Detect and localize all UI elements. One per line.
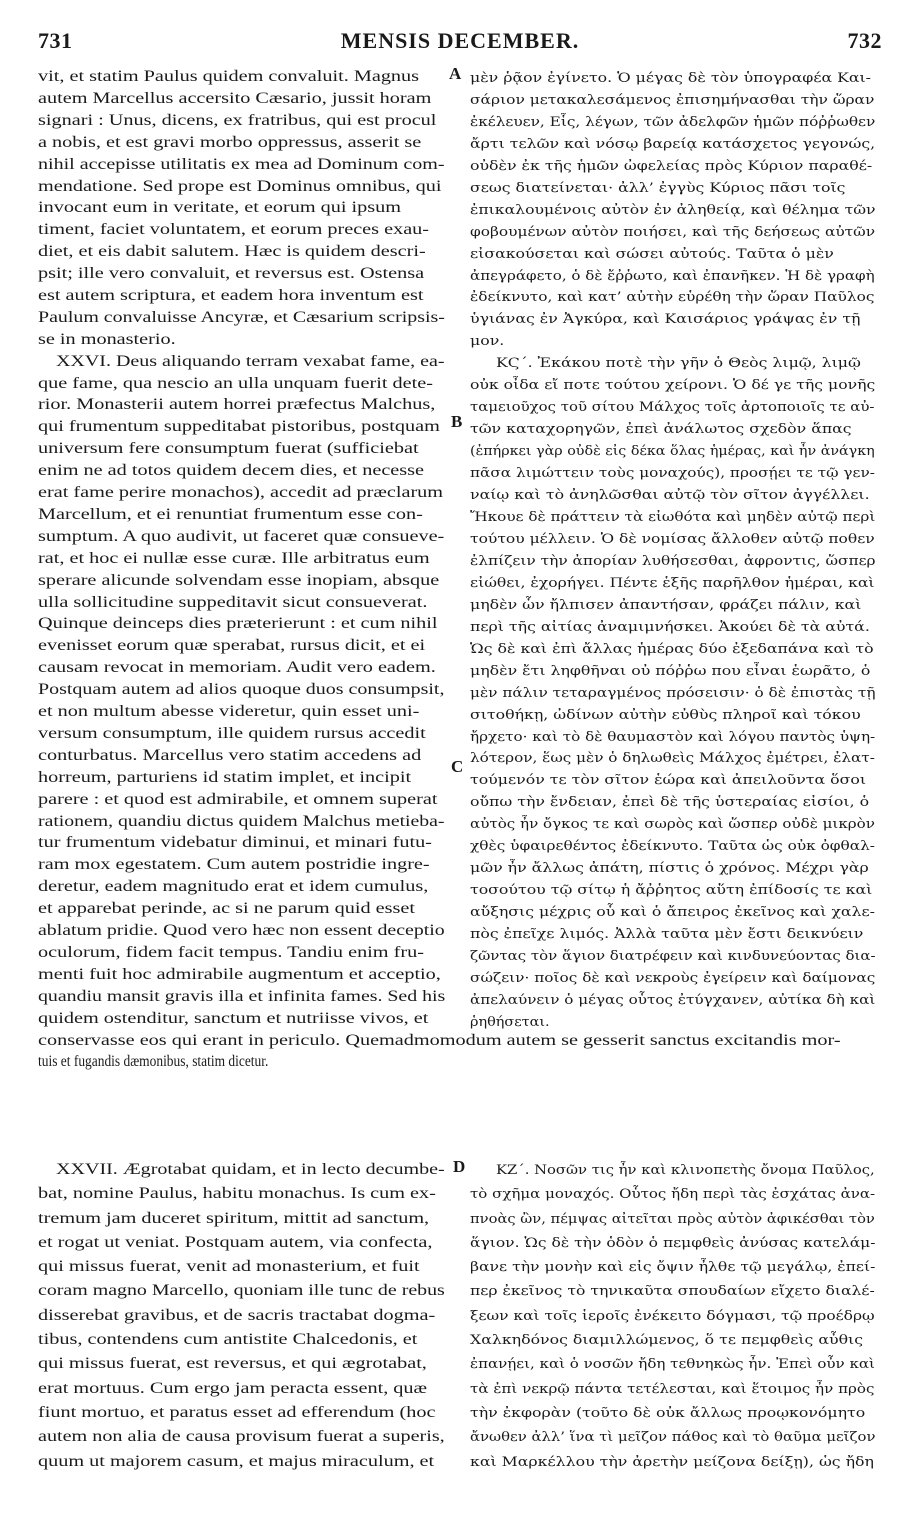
- latin-line: horreum, parturiens id statim implet, et incipit: [38, 768, 412, 786]
- latin-line: bat, nomine Paulus, habitu monachus. Is cum ex-: [38, 1184, 436, 1202]
- latin-line: est autem scriptura, et eadem hora inventum est: [38, 286, 424, 304]
- greek-line: ΚΖ΄. Νοσῶν τις ἦν καὶ κλινοπετὴς ὄνομα Παῦλος,: [496, 1162, 875, 1177]
- latin-line: quidem ostenditur, sanctum et nutriisse vivos, et: [38, 1009, 429, 1027]
- greek-line: σεως διατείνεται· ἀλλ’ ἐγγὺς Κύριος πᾶσι τοῖς: [470, 180, 846, 195]
- greek-line: ξεων καὶ τοῖς ἱεροῖς ἐνέκειτο δόγμασι, τῷ προέδρῳ: [470, 1308, 875, 1323]
- greek-line: τῶν καταχορηγῶν, ἐπεὶ ἀνάλωτος σχεδὸν ἅπας: [470, 421, 852, 436]
- greek-line: λότερον, ἕως μὲν ὁ δηλωθεὶς Μάλχος ἐμέτρει, ἐλατ-: [470, 750, 875, 765]
- latin-line: timent, faciet voluntatem, et eorum preces exau-: [38, 220, 430, 238]
- latin-line: Postquam autem ad alios quoque duos consumpsit,: [38, 680, 445, 698]
- section-marker-c: C: [451, 757, 464, 776]
- greek-line: μὲν ῥᾷον ἐγίνετο. Ὁ μέγας δὲ τὸν ὑπογραφέα Και-: [470, 70, 871, 85]
- greek-line: τὴν ἐκφορὰν (τοῦτο δὲ οὐκ ἄλλως προῳκονόμητο: [470, 1405, 866, 1420]
- greek-line: ἄνωθεν ἀλλ’ ἵνα τὶ μεῖζον πάθος καὶ τὸ θαῦμα μεῖζον: [470, 1429, 876, 1444]
- latin-line: fiunt mortuo, et paratus esset ad efferendum (hoc: [38, 1403, 436, 1421]
- latin-line: tremum jam duceret spiritum, mittit ad sanctum,: [38, 1209, 430, 1227]
- greek-line: ἐκέλευεν, Εἷς, λέγων, τῶν ἀδελφῶν ἡμῶν πόῤῥωθεν: [470, 114, 876, 129]
- greek-line: μῶν ἦν ἄλλως ἀπάτη, πίστις ὁ χρόνος. Μέχρι γὰρ: [470, 860, 869, 875]
- latin-line: coram magno Marcello, quoniam ille tunc de rebus: [38, 1281, 445, 1299]
- greek-line: σιτοθήκῃ, ὠδίνων αὐτὴν εὐθὺς πληροῖ καὶ τόκου: [470, 707, 861, 722]
- greek-line: μηδὲν ἔτι ληφθῆναι οὐ πόῤῥω που εἶναι ἑωρᾶτο, ὁ: [470, 663, 871, 678]
- greek-line: ΚϚ΄. Ἐκάκου ποτὲ τὴν γῆν ὁ Θεὸς λιμῷ, λιμῷ: [496, 355, 861, 370]
- latin-line: erat mortuus. Cum ergo jam peracta essent, quæ: [38, 1379, 428, 1397]
- greek-line: Χαλκηδόνος διαμιλλώμενος, ὅ τε πεμφθεὶς αὖθις: [470, 1332, 864, 1347]
- greek-line: ναίῳ καὶ τὸ ἀνηλῶσθαι αὐτῷ τὸν σῖτον ἀγγέλλει.: [470, 487, 870, 502]
- greek-line: αὔξησις μέχρις οὗ καὶ ὁ ἄπειρος ἐκεῖνος καὶ χαλε-: [470, 904, 876, 919]
- greek-line: σώζειν· ποῖος δὲ καὶ νεκροὺς ἐγείρειν καὶ δαίμονας: [470, 970, 876, 985]
- greek-line: ἐπανῄει, καὶ ὁ νοσῶν ἤδη τεθνηκὼς ἦν. Ἐπεὶ οὖν καὶ: [470, 1356, 875, 1371]
- latin-line: quum ut majorem casum, et majus miraculum, et: [38, 1452, 435, 1470]
- latin-line: et non multum abesse videretur, quin esset uni-: [38, 702, 420, 720]
- greek-line: πᾶσα λιμώττειν τοὺς μοναχούς), προσῄει τε τῷ γεν-: [470, 465, 875, 480]
- greek-line: ἐπικαλουμένοις αὐτὸν ἐν ἀληθείᾳ, καὶ θέλημα τῶν: [470, 202, 876, 217]
- latin-line: parere : et quod est admirabile, et omnem superat: [38, 790, 438, 808]
- page-number-left: 731: [38, 28, 73, 53]
- latin-line: tuis et fugandis dæmonibus, statim dicetur.: [38, 1052, 269, 1070]
- greek-line: Ὡς δὲ καὶ ἐπὶ ἄλλας ἡμέρας δύο ἐξεδαπάνα καὶ τὸ: [470, 641, 874, 656]
- latin-line: rationem, quandiu dictus quidem Malchus metieba-: [38, 812, 445, 830]
- latin-line: ablatum pridie. Quod vero hæc non essent deceptio: [38, 921, 445, 939]
- running-title: MENSIS DECEMBER.: [340, 28, 580, 53]
- latin-line: invocant eum in veritate, et eorum qui ipsum: [38, 198, 402, 216]
- greek-line: πνοὰς ὢν, πέμψας αἰτεῖται πρὸς αὐτὸν ἀφικέσθαι τὸν: [470, 1211, 875, 1226]
- greek-line: μὲν πάλιν τεταραγμένος πρόσεισιν· ὁ δὲ ἐπιστὰς τῇ: [470, 685, 876, 700]
- greek-line: τούμενόν τε τὸν σῖτον ἑώρα καὶ ἀπειλοῦντα ὅσοι: [470, 772, 867, 787]
- greek-line: οὔπω τὴν ἔνδειαν, ἐπεὶ δὲ τῆς ὑστεραίας εἰσίοι, ὁ: [470, 794, 870, 809]
- greek-line: τούτου μέλλειν. Ὁ δὲ νομίσας ἄλλοθεν αὐτῷ ποθεν: [470, 531, 875, 546]
- latin-line: rat, et hoc ei nullæ esse curæ. Ille arbitratus eum: [38, 549, 430, 567]
- latin-line: ulla sollicitudine suppeditavit sicut consueverat.: [38, 593, 428, 611]
- latin-line: conturbatus. Marcellus vero statim accedens ad: [38, 746, 422, 764]
- latin-line: rior. Monasterii autem horrei præfectus Malchus,: [38, 395, 436, 413]
- section-marker-a: A: [449, 64, 462, 83]
- page-number-right: 732: [847, 28, 882, 53]
- latin-line: et apparebat perinde, ac si ne parum quid esset: [38, 899, 416, 917]
- latin-line: a nobis, et est gravi morbo oppressus, asserit se: [38, 133, 422, 151]
- greek-line: τοσούτου τῷ σίτῳ ἡ ἄῤῥητος αὕτη ἐπίδοσίς τε καὶ: [470, 882, 873, 897]
- greek-line: ταμειοῦχος τοῦ σίτου Μάλχος τοῖς ἀρτοποιοῖς τε αὐ-: [470, 399, 875, 414]
- section-marker-d: D: [453, 1157, 466, 1176]
- greek-line: χθὲς ὑφαιρεθέντος ἐδείκνυτο. Ταῦτα ὡς οὐκ ὀφθαλ-: [470, 838, 875, 853]
- latin-line: oculorum, fidem facit tempus. Tandiu enim fru-: [38, 943, 424, 961]
- latin-line: psit; ille vero convaluit, et reversus est. Ostensa: [38, 264, 425, 282]
- greek-line: τὸ σχῆμα μοναχός. Οὗτος ἤδη περὶ τὰς ἐσχάτας ἀνα-: [470, 1186, 876, 1201]
- latin-line: disserebat gravibus, et de sacris tractabat dogma-: [38, 1306, 436, 1324]
- latin-line: qui frumentum suppeditabat pistoribus, postquam: [38, 417, 440, 435]
- latin-line: que fame, qua nescio an ulla unquam fuerit dete-: [38, 374, 433, 392]
- latin-line: universum fere consumptum fuerat (sufficiebat: [38, 439, 419, 457]
- greek-line: φοβουμένων αὐτὸν ποιήσει, καὶ τῆς δεήσεως αὐτῶν: [470, 224, 876, 239]
- latin-line: XXVII. Ægrotabat quidam, et in lecto decumbe-: [56, 1160, 445, 1178]
- latin-line: tibus, contendens cum antistite Chalcedonis, et: [38, 1330, 418, 1348]
- greek-line: μηδὲν ὧν ἤλπισεν ἀπαντήσαν, φράζει πάλιν, καὶ: [470, 597, 862, 612]
- latin-line: erat fame perire monachos), accedit ad præclarum: [38, 483, 444, 501]
- greek-line: εἰσακούσεται καὶ σώσει αὐτούς. Ταῦτα ὁ μὲν: [470, 246, 834, 261]
- greek-line: ἤρχετο· καὶ τὸ δὲ θαυμαστὸν καὶ λόγου παντὸς ὑψη-: [470, 729, 876, 744]
- latin-line: se in monasterio.: [38, 330, 176, 348]
- greek-line: ἅγιον. Ὡς δὲ τὴν ὁδὸν ὁ πεμφθεὶς ἀνύσας κατελάμ-: [470, 1235, 876, 1250]
- greek-line: ἐδείκνυτο, καὶ κατ’ αὐτὴν εὑρέθη τὴν ὥραν Παῦλος: [470, 289, 875, 304]
- latin-line: qui missus fuerat, est reversus, et qui ægrotabat,: [38, 1354, 427, 1372]
- greek-line: ζῶντας τὸν ἅγιον διατρέφειν καὶ κινδυνεύοντας δια-: [470, 948, 876, 963]
- latin-line: autem Marcellus accersito Cæsario, jussit horam: [38, 89, 432, 107]
- greek-line: ἀπελαύνειν ὁ μέγας οὗτος ἐτύγχανεν, αὐτίκα δὴ καὶ: [470, 992, 876, 1007]
- greek-line: (ἐπήρκει γὰρ οὐδὲ εἰς δέκα ὅλας ἡμέρας, καὶ ἦν ἀνάγκη: [470, 443, 875, 458]
- latin-line: signari : Unus, dicens, ex fratribus, qui est procul: [38, 111, 437, 129]
- latin-line: versum consumptum, ille quidem rursus accedit: [38, 724, 426, 742]
- greek-line: οὐδὲν ἐκ τῆς ἡμῶν ὠφελείας πρὸς Κύριον παραθέ-: [470, 158, 873, 173]
- latin-line: sumptum. A quo audivit, ut faceret quæ consueve-: [38, 527, 445, 545]
- greek-line: ῥηθήσεται.: [470, 1014, 550, 1029]
- greek-line: Ἤκουε δὲ πράττειν τὰ εἰωθότα καὶ μηδὲν αὐτῷ περὶ: [470, 509, 876, 524]
- greek-line: ἄρτι τελῶν καὶ νόσῳ βαρείᾳ κατάσχετος γεγονώς,: [470, 136, 876, 151]
- latin-line: Marcellum, et ei renuntiat frumentum esse con-: [38, 505, 423, 523]
- latin-line: diet, et eis dabit salutem. Hæc is quidem descri-: [38, 242, 426, 260]
- latin-line: sperare alicunde solvendam esse inopiam, absque: [38, 571, 440, 589]
- greek-line: βανε τὴν μονὴν καὶ εἰς ὄψιν ἦλθε τῷ μεγάλῳ, ἐπεί-: [470, 1259, 876, 1274]
- greek-line: ὑγιάνας ἐν Ἀγκύρα, καὶ Καισάριος γράψας ἐν τῇ: [470, 311, 861, 326]
- latin-line: nihil accepisse utilitatis ex mea ad Dominum com-: [38, 155, 445, 173]
- greek-line: μον.: [470, 333, 505, 348]
- latin-line: mendatione. Sed prope est Dominus omnibus, qui: [38, 177, 442, 195]
- latin-line: Paulum convaluisse Ancyræ, et Cæsarium scripsis-: [38, 308, 445, 326]
- latin-line: causam revocat in memoriam. Audit vero eadem.: [38, 658, 436, 676]
- latin-line: tur frumentum videbatur diminui, et minari futu-: [38, 833, 432, 851]
- greek-line: ἀπεγράφετο, ὁ δὲ ἔῤῥωτο, καὶ ἐπανῆκεν. Ἡ δὲ γραφὴ: [470, 268, 875, 283]
- latin-line: enim ne ad totos quidem decem dies, et necesse: [38, 461, 425, 479]
- latin-line: XXVI. Deus aliquando terram vexabat fame, ea-: [56, 352, 445, 370]
- latin-line: qui missus fuerat, venit ad monasterium, et fuit: [38, 1257, 420, 1275]
- latin-line: evenisset eorum quæ sperabat, rursus dicit, et ei: [38, 636, 426, 654]
- section-marker-b: B: [451, 412, 463, 431]
- greek-line: οὐκ οἶδα εἴ ποτε τούτου χείρονι. Ὁ δέ γε τῆς μονῆς: [470, 377, 876, 392]
- greek-line: καὶ Μαρκέλλου τὴν ἀρετὴν μείζονα δείξῃ), ὡς ἤδη: [470, 1454, 874, 1469]
- greek-line: πὸς ἐπεῖχε λιμός. Ἀλλὰ ταῦτα μὲν ἔστι δεικνύειν: [470, 926, 864, 941]
- greek-line: τὰ ἐπὶ νεκρῷ πάντα τετέλεσται, καὶ ἕτοιμος ἦν πρὸς: [470, 1381, 875, 1396]
- latin-line: Quinque deinceps dies præterierunt : et cum nihil: [38, 614, 438, 632]
- latin-line: deretur, eadem magnitudo erat et idem cumulus,: [38, 877, 429, 895]
- greek-line: εἰώθει, ἐχορήγει. Πέντε ἑξῆς παρῆλθον ἡμέραι, καὶ: [470, 575, 875, 590]
- greek-line: περ ἐκεῖνος τὸ τηνικαῦτα σπουδαίων εἴχετο διαλέ-: [470, 1283, 875, 1298]
- latin-line: et rogat ut veniat. Postquam autem, via confecta,: [38, 1233, 433, 1251]
- greek-line: σάριον μετακαλεσάμενος ἐπισημήνασθαι τὴν ὥραν: [470, 92, 875, 107]
- greek-line: ἐλπίζειν τὴν ἀπορίαν λυθήσεσθαι, ἀφροντις, ὥσπερ: [470, 553, 876, 568]
- latin-line: vit, et statim Paulus quidem convaluit. Magnus: [38, 67, 420, 85]
- latin-line: menti fuit hoc admirabile augmentum et acceptio,: [38, 965, 441, 983]
- latin-line: autem non alia de causa provisum fuerat a superis,: [38, 1427, 445, 1445]
- greek-line: αὐτὸς ἦν ὄγκος τε καὶ σωρὸς καὶ ὥσπερ οὐδὲ μικρὸν: [470, 816, 875, 831]
- latin-line: conservasse eos qui erant in periculo. Quemadmomodum autem se gesserit sanctus excitandis mor-: [38, 1031, 841, 1049]
- greek-line: περὶ τῆς αἰτίας ἀναμιμνήσκει. Ἀκούει δὲ τὰ αὐτά.: [470, 619, 870, 634]
- latin-line: ram mox egestatem. Cum autem postridie ingre-: [38, 855, 430, 873]
- latin-line: quandiu mansit gravis illa et infinita fames. Sed his: [38, 987, 446, 1005]
